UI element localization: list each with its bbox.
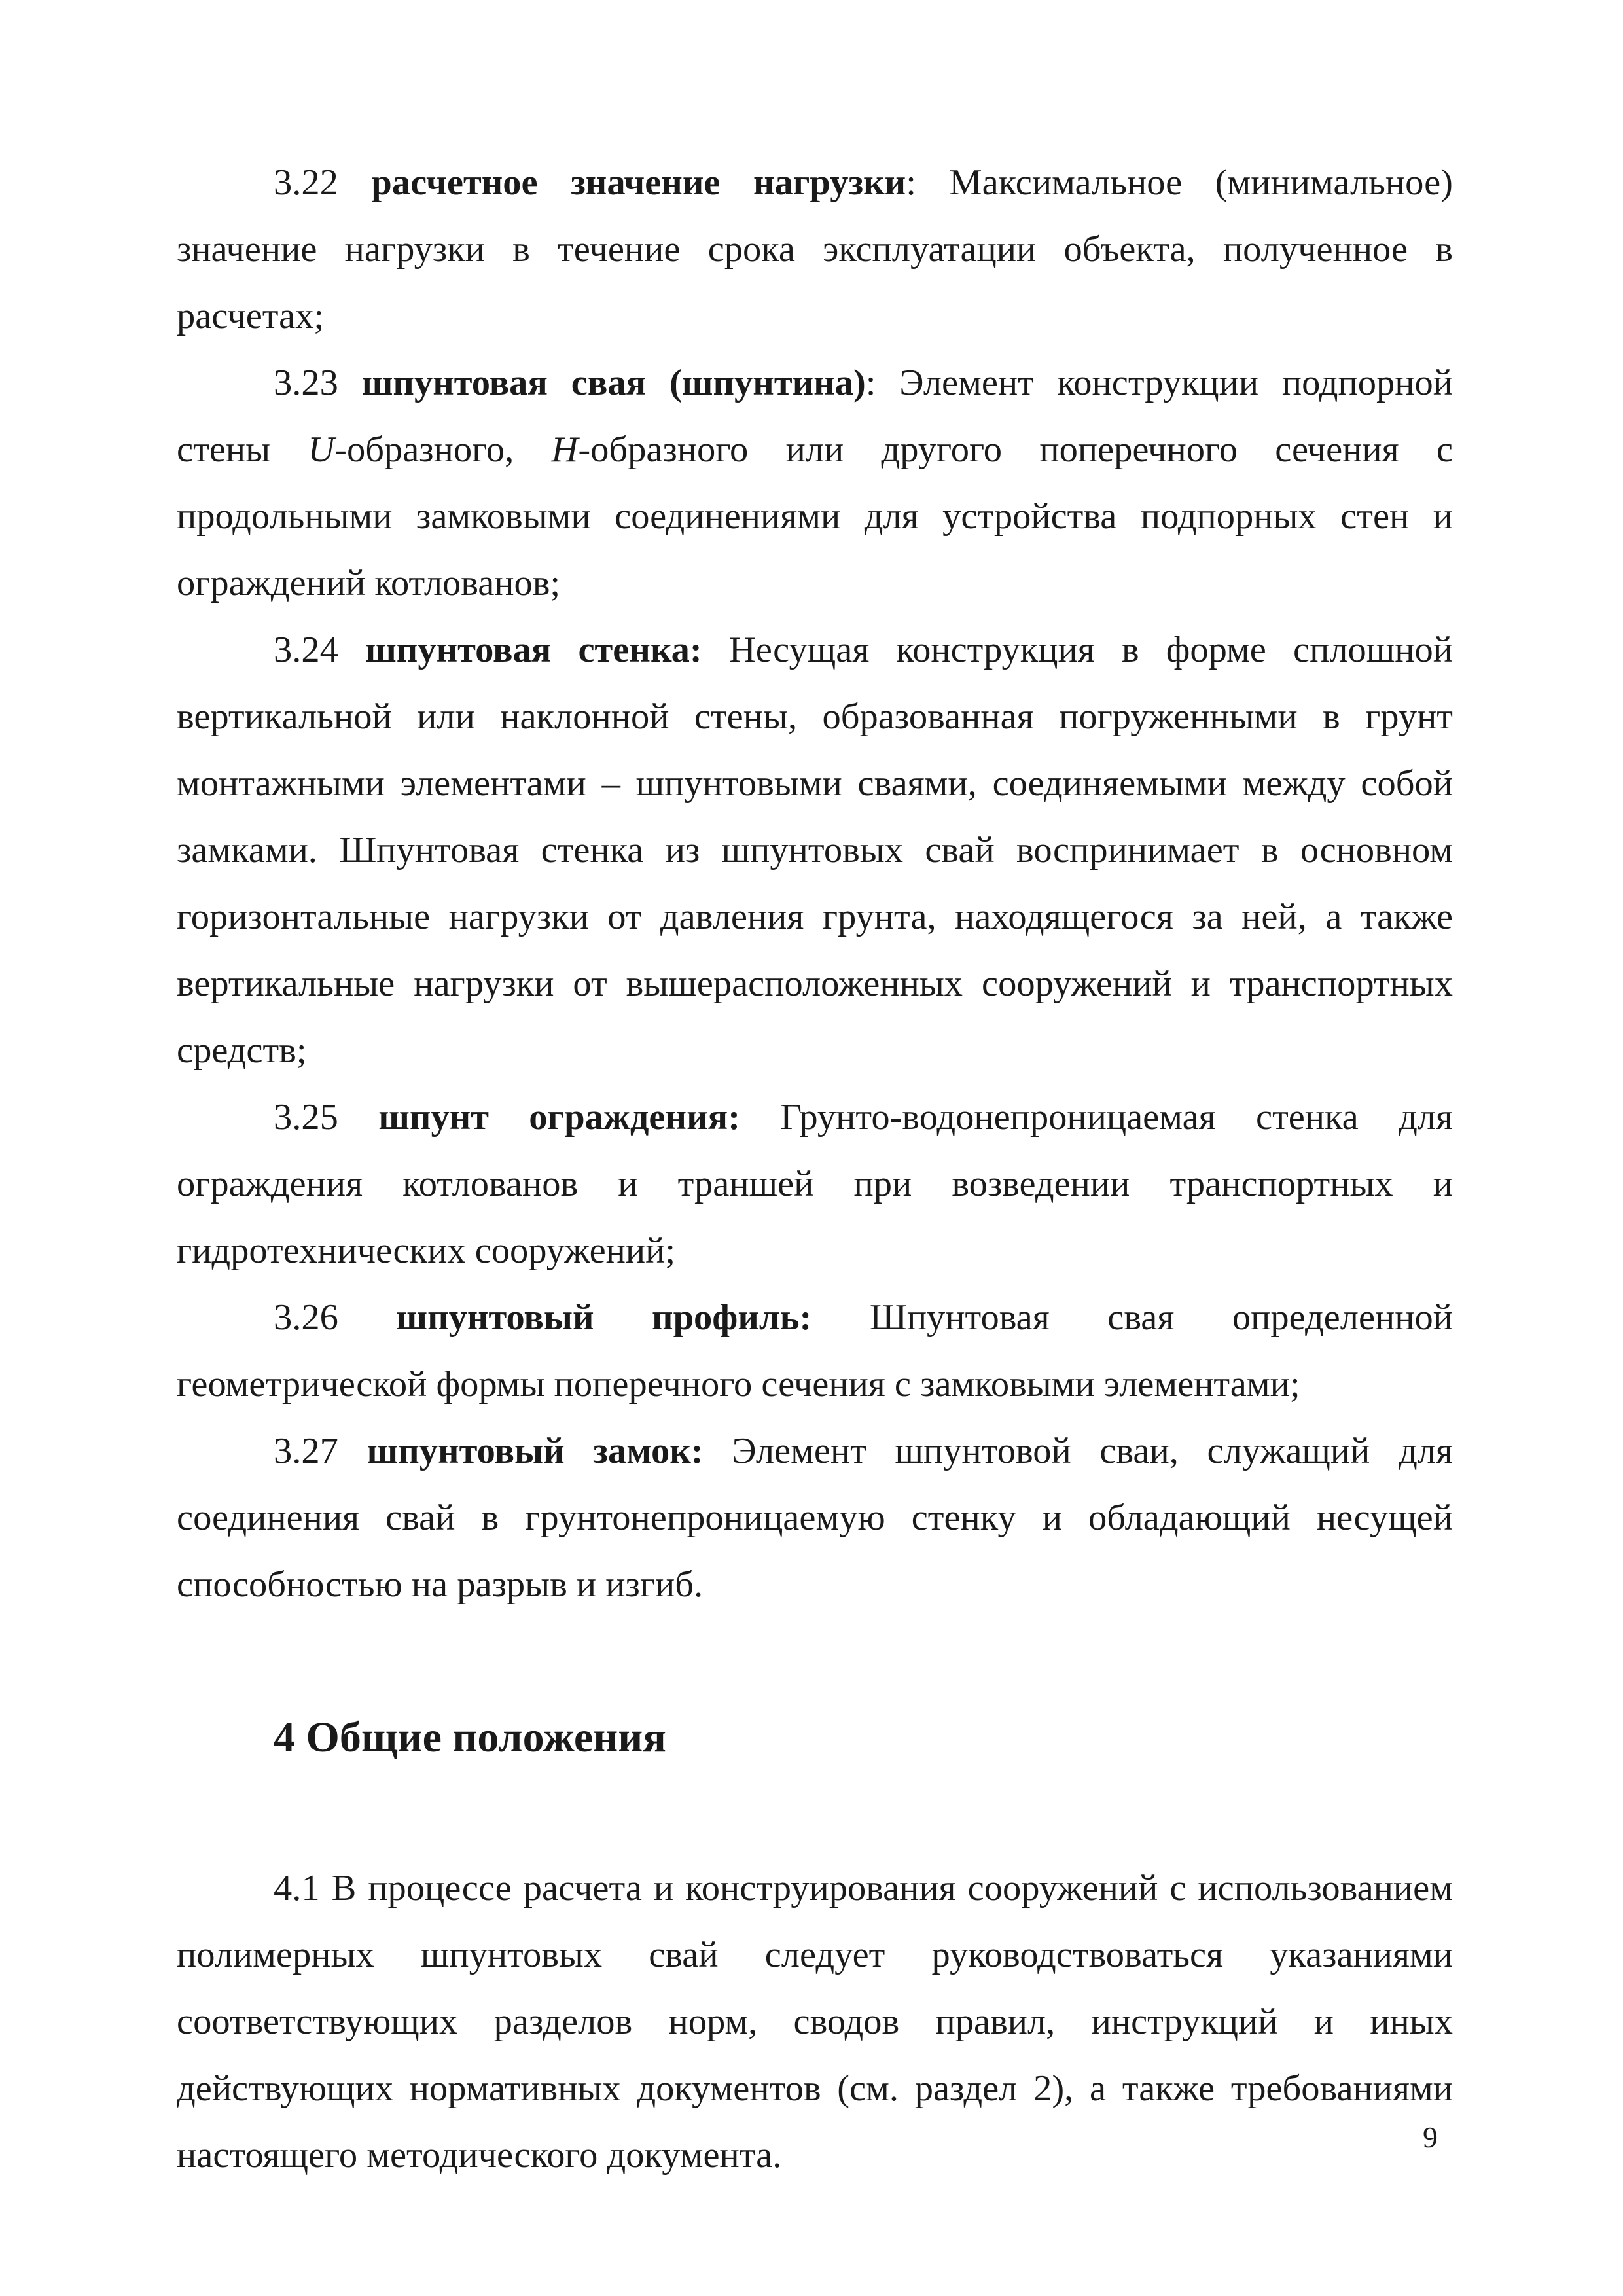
page-number: 9 — [1423, 2121, 1438, 2154]
term-title: шпунтовый замок: — [366, 1431, 704, 1471]
term-number: 3.23 — [274, 363, 338, 403]
term-3-26 — [177, 1284, 1453, 1418]
term-definition: Элемент шпунтовой сваи, служащий для соединения свай в грунтонепроницаемую стенку и обладающий несущей способностью на разрыв и изгиб. — [177, 1431, 1453, 1605]
term-definition: Максимальное (минимальное) значение нагрузки в течение срока эксплуатации объекта, полученное в расчетах; — [177, 162, 1453, 336]
term-title: шпунтовая свая (шпунтина) — [361, 363, 866, 403]
term-3-25 — [177, 1084, 1453, 1284]
term-3-24 — [177, 617, 1453, 1084]
term-definition-part: -образного или другого поперечного сечения с продольными замковыми соединениями для устройства подпорных стен и ограждений котлованов; — [177, 429, 1453, 603]
term-title: шпунт ограждения: — [378, 1097, 741, 1138]
section-heading: 4 Общие положения — [274, 1713, 666, 1761]
term-separator: : — [906, 162, 916, 203]
term-number: 3.26 — [274, 1297, 338, 1338]
term-title: шпунтовая стенка: — [365, 630, 702, 670]
term-definition: Грунто-водонепроницаемая стенка для ограждения котлованов и траншей при возведении транспортных и гидротехнических сооружений; — [177, 1097, 1453, 1271]
spacer — [177, 1771, 1453, 1855]
term-title: шпунтовый профиль: — [396, 1297, 812, 1338]
term-number: 3.24 — [274, 630, 338, 670]
section-paragraph-4-1: 4.1 В процессе расчета и конструирования сооружений с использованием полимерных шпунтовых свай следует руководствоваться указаниями соответствующих разделов норм, сводов правил, инструкций и иных действующих нормативных документов (см. раздел 2), а также требованиями настоящего методического документа. — [177, 1868, 1453, 2176]
term-definition-part: -образного, — [334, 429, 552, 470]
spacer — [177, 1618, 1453, 1704]
term-3-22 — [177, 149, 1453, 350]
document-page — [177, 149, 1453, 2189]
u-letter: U — [308, 429, 335, 470]
h-letter: H — [551, 429, 579, 470]
term-separator: : — [865, 363, 876, 403]
term-definition-part: Элемент конструкции подпорной стены — [177, 363, 1453, 470]
term-definition: Шпунтовая свая определенной геометрической формы поперечного сечения с замковыми элементами; — [177, 1297, 1453, 1405]
term-number: 3.25 — [274, 1097, 338, 1138]
term-definition: Несущая конструкция в форме сплошной вертикальной или наклонной стены, образованная погруженными в грунт монтажными элементами – шпунтовыми сваями, соединяемыми между собой замками. Шпунтовая стенка из шпунтовых свай воспринимает в основном горизонтальные нагрузки от давления грунта, находящегося за ней, а также вертикальные нагрузки от вышерасположенных сооружений и транспортных средств; — [177, 630, 1454, 1071]
term-number: 3.27 — [274, 1431, 338, 1471]
term-3-27 — [177, 1418, 1453, 1618]
term-3-23 — [177, 350, 1453, 617]
term-title: расчетное значение нагрузки — [371, 162, 906, 203]
term-number: 3.22 — [274, 162, 338, 203]
